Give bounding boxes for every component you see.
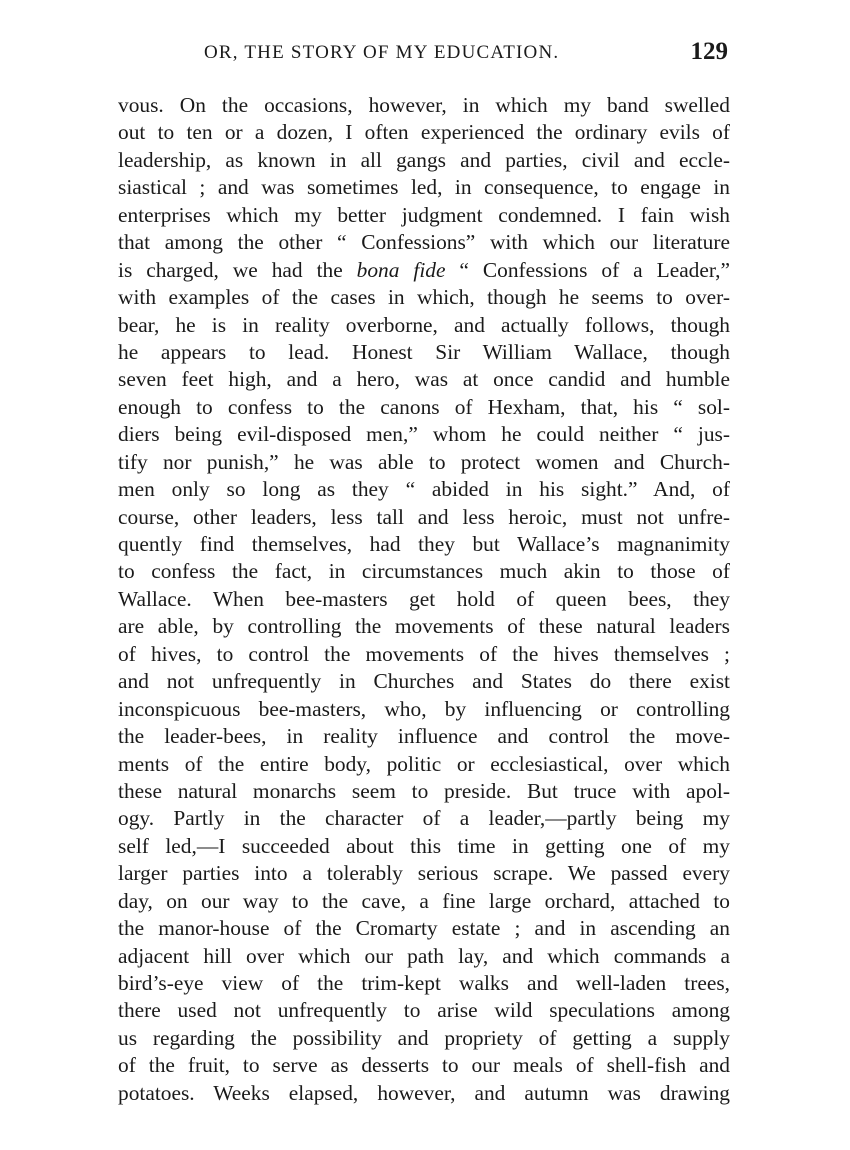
text-line: inconspicuous bee-masters, who, by influencing or controlling <box>118 696 730 721</box>
text-line: diers being evil-disposed men,” whom he could neither “ jus- <box>118 422 730 447</box>
text-line: men only so long as they “ abided in his sight.” And, of <box>118 477 730 502</box>
running-title: OR, THE STORY OF MY EDUCATION. <box>204 42 560 63</box>
text-line: day, on our way to the cave, a fine large orchard, attached to <box>118 888 730 913</box>
text-line: ogy. Partly in the character of a leader,—partly being my <box>118 806 730 831</box>
text-line: tify nor punish,” he was able to protect women and Church- <box>118 449 730 474</box>
text-line: he appears to lead. Honest Sir William Wallace, though <box>118 339 730 364</box>
text-line: these natural monarchs seem to preside. But truce with apol- <box>118 778 730 803</box>
page-number: 129 <box>690 38 728 65</box>
text-line: vous. On the occasions, however, in which my band swelled <box>118 93 730 117</box>
text-line: course, other leaders, less tall and less heroic, must not unfre- <box>118 504 730 529</box>
text-line: the manor-house of the Cromarty estate ; and in ascending an <box>118 916 730 941</box>
italic-phrase: bona fide <box>356 257 446 282</box>
text-line: are able, by controlling the movements of these natural leaders <box>118 614 730 639</box>
page-header <box>118 38 728 68</box>
text-line: quently find themselves, had they but Wallace’s magnanimity <box>118 532 730 556</box>
text-line: us regarding the possibility and propriety of getting a supply <box>118 1025 730 1050</box>
text-line: bird’s-eye view of the trim-kept walks and well-laden trees, <box>118 971 730 995</box>
text-line: bear, he is in reality overborne, and actually follows, though <box>118 312 730 337</box>
text-line: with examples of the cases in which, though he seems to over- <box>118 285 730 310</box>
text-line: ments of the entire body, politic or ecclesiastical, over which <box>118 751 730 776</box>
text-line: siastical ; and was sometimes led, in consequence, to engage in <box>118 175 730 200</box>
text-line: larger parties into a tolerably serious scrape. We passed every <box>118 861 730 886</box>
text-line: potatoes. Weeks elapsed, however, and autumn was drawing <box>118 1080 730 1105</box>
text-line: adjacent hill over which our path lay, and which commands a <box>118 943 730 968</box>
text-line: leadership, as known in all gangs and parties, civil and eccle- <box>118 147 730 172</box>
text-line: the leader-bees, in reality influence and control the move- <box>118 724 730 749</box>
body-text <box>118 92 730 1107</box>
text-line: Wallace. When bee-masters get hold of queen bees, they <box>118 586 730 611</box>
text-line: that among the other “ Confessions” with which our literature <box>118 230 730 255</box>
text-line: out to ten or a dozen, I often experienced the ordinary evils of <box>118 120 730 145</box>
text-line: is charged, we had the bona fide “ Confessions of a Leader,” <box>118 257 730 282</box>
text-line: of the fruit, to serve as desserts to our meals of shell-fish and <box>118 1053 730 1078</box>
text-line: enterprises which my better judgment condemned. I fain wish <box>118 202 730 227</box>
text-line: of hives, to control the movements of the hives themselves ; <box>118 641 730 666</box>
text-line: there used not unfrequently to arise wild speculations among <box>118 998 730 1023</box>
text-line: self led,—I succeeded about this time in getting one of my <box>118 833 730 858</box>
text-line: and not unfrequently in Churches and States do there exist <box>118 669 730 694</box>
text-line: to confess the fact, in circumstances much akin to those of <box>118 559 730 584</box>
text-line: enough to confess to the canons of Hexham, that, his “ sol- <box>118 394 730 419</box>
text-line: seven feet high, and a hero, was at once candid and humble <box>118 367 730 392</box>
